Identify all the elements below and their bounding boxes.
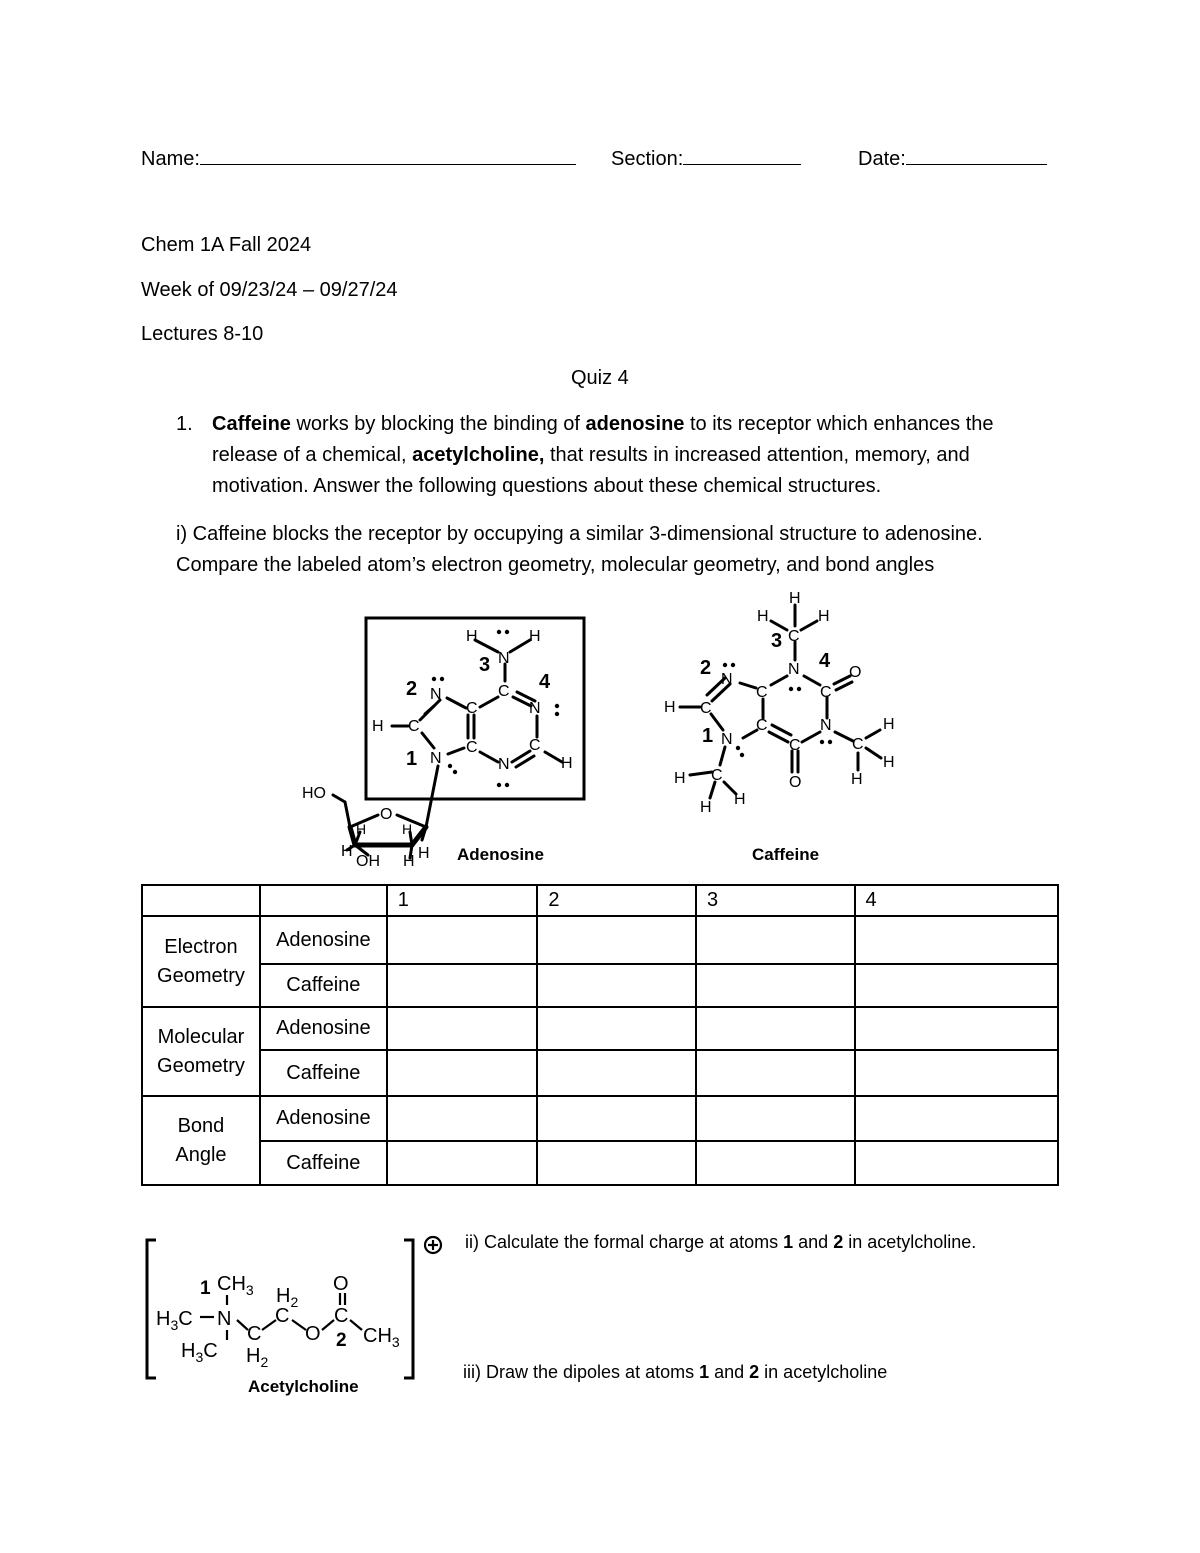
svg-text:N: N	[788, 661, 800, 678]
name-field	[141, 144, 576, 171]
part-iii-text-1: iii) Draw the dipoles at atoms	[463, 1362, 700, 1382]
svg-text:C: C	[408, 718, 420, 735]
svg-text:N: N	[721, 671, 733, 688]
course-title: Chem 1A Fall 2024	[141, 234, 312, 256]
answer-cell[interactable]	[855, 916, 1058, 964]
table-corner-cell	[260, 885, 387, 916]
svg-text:O: O	[305, 1323, 321, 1345]
atom-2-ref: 2	[749, 1362, 760, 1382]
section-label: Section:	[611, 148, 684, 170]
svg-text:CH3: $CH_3$	[217, 1273, 254, 1298]
svg-text:C: C	[756, 684, 768, 701]
q1-text-2: to its receptor which enhances the	[684, 413, 994, 435]
row-group-label-bond-angle: Bond Angle	[142, 1096, 260, 1185]
name-label: Name:	[141, 148, 200, 170]
svg-text:C: C	[247, 1323, 262, 1345]
answer-cell[interactable]	[696, 1050, 855, 1096]
svg-text:1: 1	[406, 748, 418, 770]
adenosine-label: Adenosine	[457, 845, 544, 864]
answer-cell[interactable]	[855, 964, 1058, 1007]
svg-text:1: 1	[702, 725, 714, 747]
svg-text:4: 4	[539, 671, 551, 693]
table-row	[142, 916, 1058, 964]
svg-text:H: H	[529, 628, 541, 645]
svg-text:HO: HO	[302, 785, 326, 802]
svg-text:2: 2	[406, 678, 418, 700]
svg-text:2: 2	[336, 1330, 347, 1351]
svg-text:H: H	[402, 821, 413, 837]
answer-cell[interactable]	[855, 1141, 1058, 1185]
term-caffeine: Caffeine	[212, 413, 291, 435]
table-row	[142, 1007, 1058, 1050]
svg-text:C: C	[820, 684, 832, 701]
svg-text:H: H	[418, 845, 430, 862]
answer-cell[interactable]	[855, 1096, 1058, 1141]
svg-text:OH: OH	[356, 853, 380, 870]
part-iii-text	[463, 1360, 887, 1384]
date-blank[interactable]	[906, 144, 1047, 165]
svg-text:H: H	[403, 853, 415, 870]
svg-text:C: C	[789, 737, 801, 754]
part-i-line-1: i) Caffeine blocks the receptor by occupying a similar 3-dimensional structure to adenosine.	[176, 523, 983, 545]
row-label: Adenosine	[260, 1007, 387, 1050]
answer-cell[interactable]	[537, 964, 696, 1007]
svg-text:H: H	[789, 590, 801, 607]
svg-text:H: H	[674, 770, 686, 787]
column-header-1: 1	[387, 885, 538, 916]
svg-text:N: N	[721, 731, 733, 748]
term-acetylcholine: acetylcholine,	[412, 444, 545, 466]
svg-text:N: N	[217, 1308, 232, 1330]
column-header-2: 2	[537, 885, 696, 916]
acetylcholine-structure	[140, 1228, 450, 1403]
column-header-4: 4	[855, 885, 1058, 916]
svg-text:N: N	[430, 750, 442, 767]
atom-1-ref: 1	[699, 1362, 710, 1382]
answer-cell[interactable]	[387, 1096, 538, 1141]
q1-text-3: release of a chemical,	[212, 444, 413, 466]
svg-text:N: N	[529, 700, 541, 717]
svg-text:C: C	[788, 628, 800, 645]
answer-cell[interactable]	[696, 1007, 855, 1050]
row-label: Adenosine	[260, 1096, 387, 1141]
q1-text-1: works by blocking the binding of	[290, 413, 586, 435]
svg-text:H: H	[664, 699, 676, 716]
svg-text:C: C	[852, 736, 864, 753]
part-ii-text	[465, 1230, 976, 1254]
svg-text:N: N	[430, 686, 442, 703]
svg-text:H: H	[883, 754, 895, 771]
row-label: Caffeine	[260, 964, 387, 1007]
part-iii-text-2: and	[709, 1362, 750, 1382]
comparison-table	[141, 884, 1059, 1186]
svg-text:H2: $H_2$	[246, 1345, 269, 1370]
svg-text:C: C	[756, 717, 768, 734]
svg-text:N: N	[498, 756, 510, 773]
svg-text:C: C	[700, 700, 712, 717]
row-label: Adenosine	[260, 916, 387, 964]
svg-text:O: O	[380, 806, 393, 823]
answer-cell[interactable]	[387, 964, 538, 1007]
table-row	[142, 1050, 1058, 1096]
quiz-title: Quiz 4	[571, 367, 629, 389]
svg-text:C: C	[334, 1305, 349, 1327]
svg-text:H: H	[356, 821, 367, 837]
acetylcholine-label: Acetylcholine	[248, 1377, 359, 1396]
answer-cell[interactable]	[855, 1007, 1058, 1050]
answer-cell[interactable]	[537, 1096, 696, 1141]
svg-text:C: C	[275, 1305, 290, 1327]
answer-cell[interactable]	[537, 1007, 696, 1050]
svg-text:3: 3	[771, 630, 783, 652]
svg-text:H2: $H_2$	[276, 1285, 299, 1310]
course-lectures: Lectures 8-10	[141, 323, 264, 345]
svg-text:H: H	[700, 799, 712, 816]
course-week: Week of 09/23/24 – 09/27/24	[141, 279, 398, 301]
q1-text-4: that results in increased attention, memory, and	[544, 444, 970, 466]
svg-text:N: N	[820, 717, 832, 734]
row-group-label-electron-geometry: Electron Geometry	[142, 916, 260, 1007]
part-ii-text-2: and	[793, 1232, 834, 1252]
svg-text:H3C: $H_3C$	[181, 1340, 218, 1365]
caffeine-structure	[655, 585, 905, 875]
section-blank[interactable]	[683, 144, 801, 165]
part-i-text	[176, 519, 983, 581]
table-row	[142, 1141, 1058, 1185]
svg-text:H: H	[466, 628, 478, 645]
svg-text:H: H	[341, 843, 353, 860]
answer-cell[interactable]	[696, 1141, 855, 1185]
svg-text:H: H	[851, 771, 863, 788]
svg-text:2: 2	[700, 657, 712, 679]
answer-cell[interactable]	[696, 916, 855, 964]
answer-cell[interactable]	[537, 916, 696, 964]
row-label: Caffeine	[260, 1141, 387, 1185]
part-i-line-2: Compare the labeled atom’s electron geometry, molecular geometry, and bond angles	[176, 554, 935, 576]
atom-2-ref: 2	[833, 1232, 844, 1252]
svg-text:4: 4	[819, 650, 831, 672]
date-field	[858, 144, 1047, 171]
term-adenosine: adenosine	[585, 413, 685, 435]
q1-text-5: motivation. Answer the following questions about these chemical structures.	[212, 475, 882, 497]
answer-cell[interactable]	[387, 1141, 538, 1185]
svg-text:H: H	[561, 755, 573, 772]
part-ii-text-1: ii) Calculate the formal charge at atoms	[465, 1232, 784, 1252]
svg-text:C: C	[498, 683, 510, 700]
svg-text:C: C	[466, 739, 478, 756]
answer-cell[interactable]	[387, 916, 538, 964]
svg-text:C: C	[466, 700, 478, 717]
answer-cell[interactable]	[537, 1141, 696, 1185]
svg-text:O: O	[849, 664, 862, 681]
svg-text:H: H	[883, 716, 895, 733]
caffeine-label: Caffeine	[752, 845, 820, 864]
table-row	[142, 1096, 1058, 1141]
row-group-label-molecular-geometry: Molecular Geometry	[142, 1007, 260, 1096]
svg-text:H3C: $H_3C$	[156, 1308, 193, 1333]
question-number: 1.	[176, 413, 193, 435]
date-label: Date:	[858, 148, 906, 170]
adenosine-structure	[290, 590, 610, 880]
svg-text:C: C	[711, 767, 723, 784]
answer-cell[interactable]	[696, 1096, 855, 1141]
svg-text:N: N	[498, 650, 510, 667]
answer-cell[interactable]	[387, 1050, 538, 1096]
name-blank[interactable]	[200, 144, 576, 165]
answer-cell[interactable]	[387, 1007, 538, 1050]
table-corner-cell	[142, 885, 260, 916]
atom-1-ref: 1	[783, 1232, 794, 1252]
svg-text:1: 1	[200, 1278, 211, 1299]
answer-cell[interactable]	[537, 1050, 696, 1096]
svg-text:H: H	[734, 791, 746, 808]
column-header-3: 3	[696, 885, 855, 916]
answer-cell[interactable]	[696, 964, 855, 1007]
answer-cell[interactable]	[855, 1050, 1058, 1096]
row-label: Caffeine	[260, 1050, 387, 1096]
part-iii-text-3: in acetylcholine	[759, 1362, 888, 1382]
table-row	[142, 964, 1058, 1007]
svg-text:O: O	[333, 1273, 349, 1295]
section-field	[611, 144, 801, 171]
svg-text:3: 3	[479, 654, 491, 676]
svg-text:H: H	[372, 718, 384, 735]
svg-text:H: H	[818, 608, 830, 625]
svg-text:CH3: $CH_3$	[363, 1325, 400, 1350]
part-ii-text-3: in acetylcholine.	[843, 1232, 977, 1252]
svg-text:O: O	[789, 774, 802, 791]
svg-text:H: H	[757, 608, 769, 625]
svg-text:C: C	[529, 737, 541, 754]
question-1-text	[212, 409, 1072, 502]
table-header-row	[142, 885, 1058, 916]
